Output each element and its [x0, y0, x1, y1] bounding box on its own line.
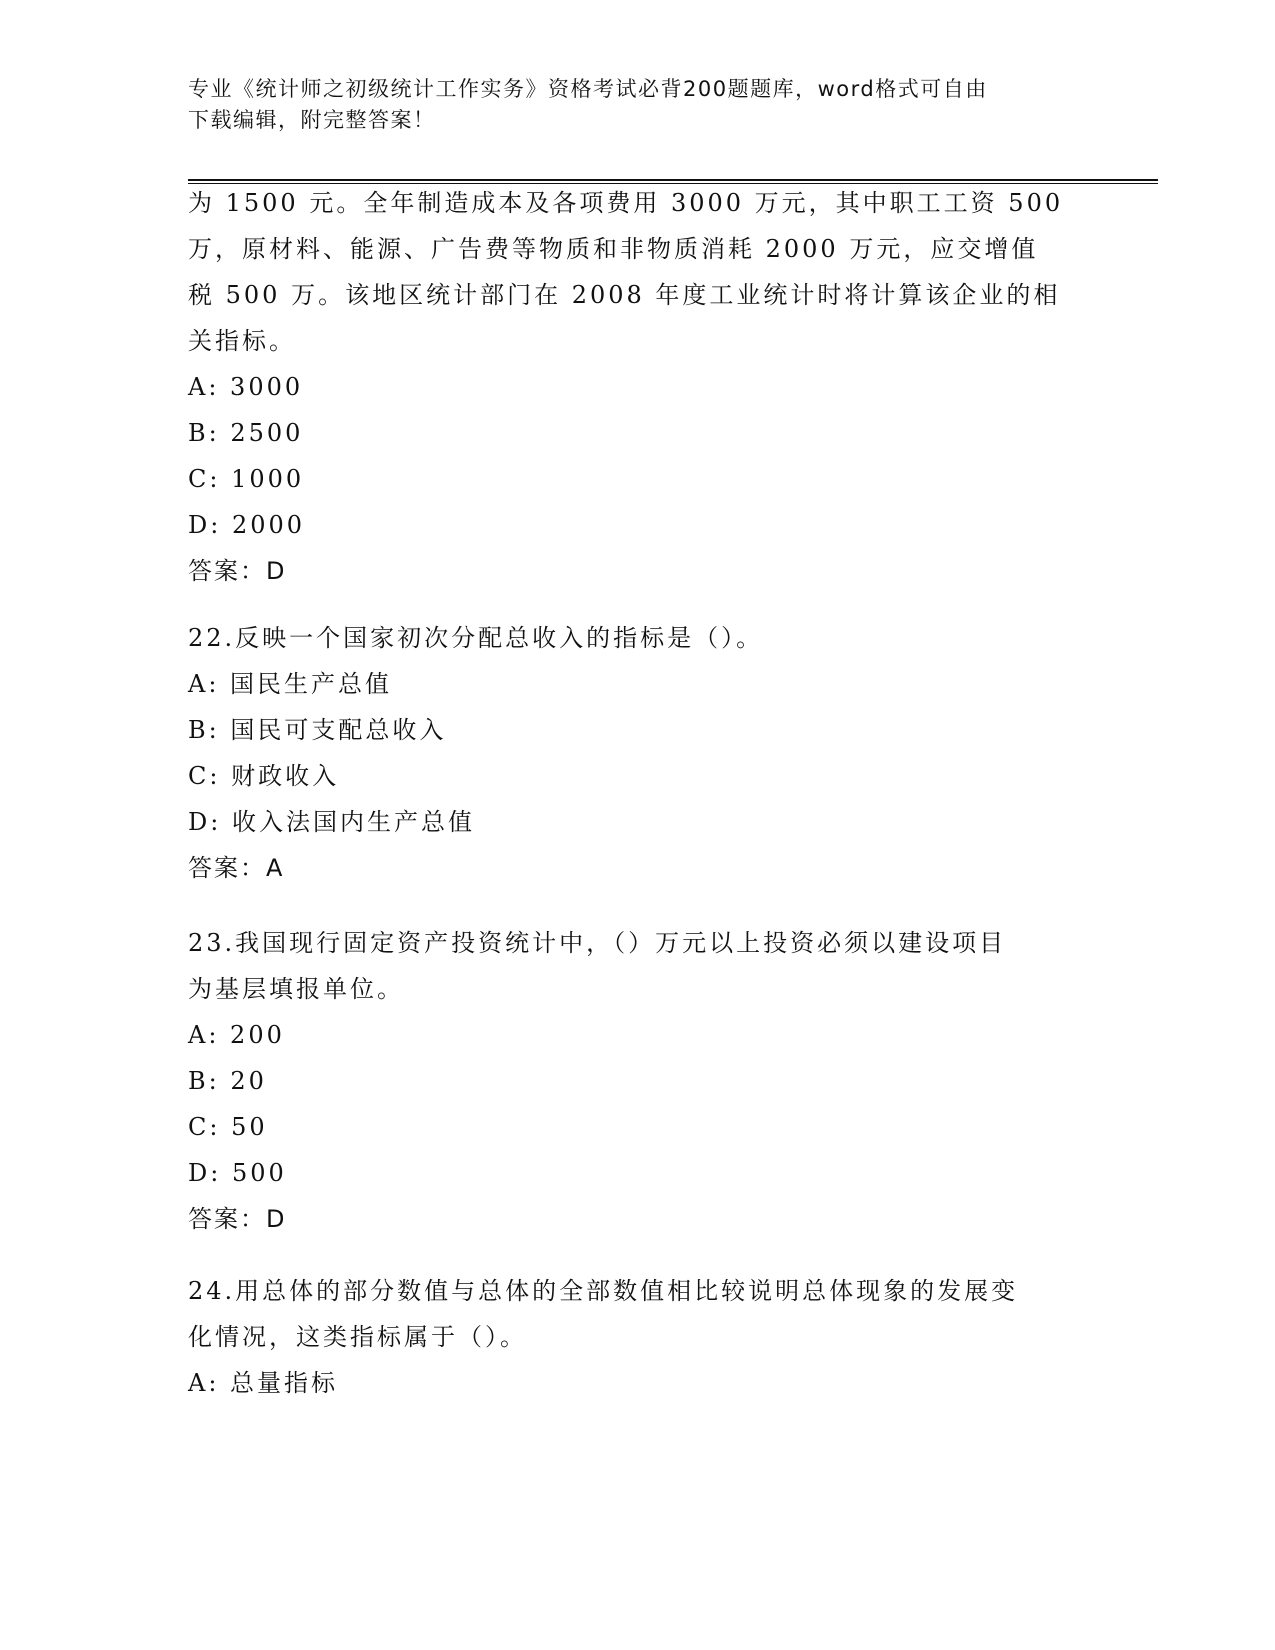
question-text-line: 为基层填报单位。: [188, 975, 404, 1003]
question-text-line: 22.反映一个国家初次分配总收入的指标是（）。: [188, 624, 764, 652]
question-22: [188, 615, 1088, 891]
question-text-line: 23.我国现行固定资产投资统计中，（）万元以上投资必须以建设项目: [188, 929, 1007, 957]
question-text-line: 24.用总体的部分数值与总体的全部数值相比较说明总体现象的发展变: [188, 1277, 1019, 1305]
option-b: B: 国民可支配总收入: [188, 716, 447, 744]
page-header: [188, 74, 1088, 136]
option-a: A: 3000: [188, 373, 304, 401]
option-c: C: 50: [188, 1113, 268, 1141]
header-title-line-1: 专业《统计师之初级统计工作实务》资格考试必背200题题库，word格式可自由: [188, 77, 988, 101]
option-a: A: 总量指标: [188, 1369, 339, 1397]
option-c: C: 1000: [188, 465, 305, 493]
question-text-line: 万，原材料、能源、广告费等物质和非物质消耗 2000 万元，应交增值: [188, 235, 1039, 263]
question-text-line: 为 1500 元。全年制造成本及各项费用 3000 万元，其中职工工资 500: [188, 189, 1064, 217]
option-a: A: 200: [188, 1021, 285, 1049]
option-b: B: 2500: [188, 419, 304, 447]
question-24: [188, 1268, 1088, 1406]
option-d: D: 2000: [188, 511, 306, 539]
question-text-line: 化情况，这类指标属于（）。: [188, 1323, 527, 1351]
answer-line: 答案：A: [188, 854, 285, 882]
option-b: B: 20: [188, 1067, 267, 1095]
option-d: D: 收入法国内生产总值: [188, 808, 475, 836]
option-c: C: 财政收入: [188, 762, 340, 790]
option-d: D: 500: [188, 1159, 287, 1187]
answer-line: 答案：D: [188, 1205, 287, 1233]
option-a: A: 国民生产总值: [188, 670, 393, 698]
question-text-line: 税 500 万。该地区统计部门在 2008 年度工业统计时将计算该企业的相: [188, 281, 1061, 309]
question-text-line: 关指标。: [188, 327, 296, 355]
question-21: [188, 180, 1088, 594]
answer-line: 答案：D: [188, 557, 287, 585]
question-23: [188, 920, 1088, 1242]
header-title-line-2: 下载编辑，附完整答案！: [188, 108, 436, 132]
